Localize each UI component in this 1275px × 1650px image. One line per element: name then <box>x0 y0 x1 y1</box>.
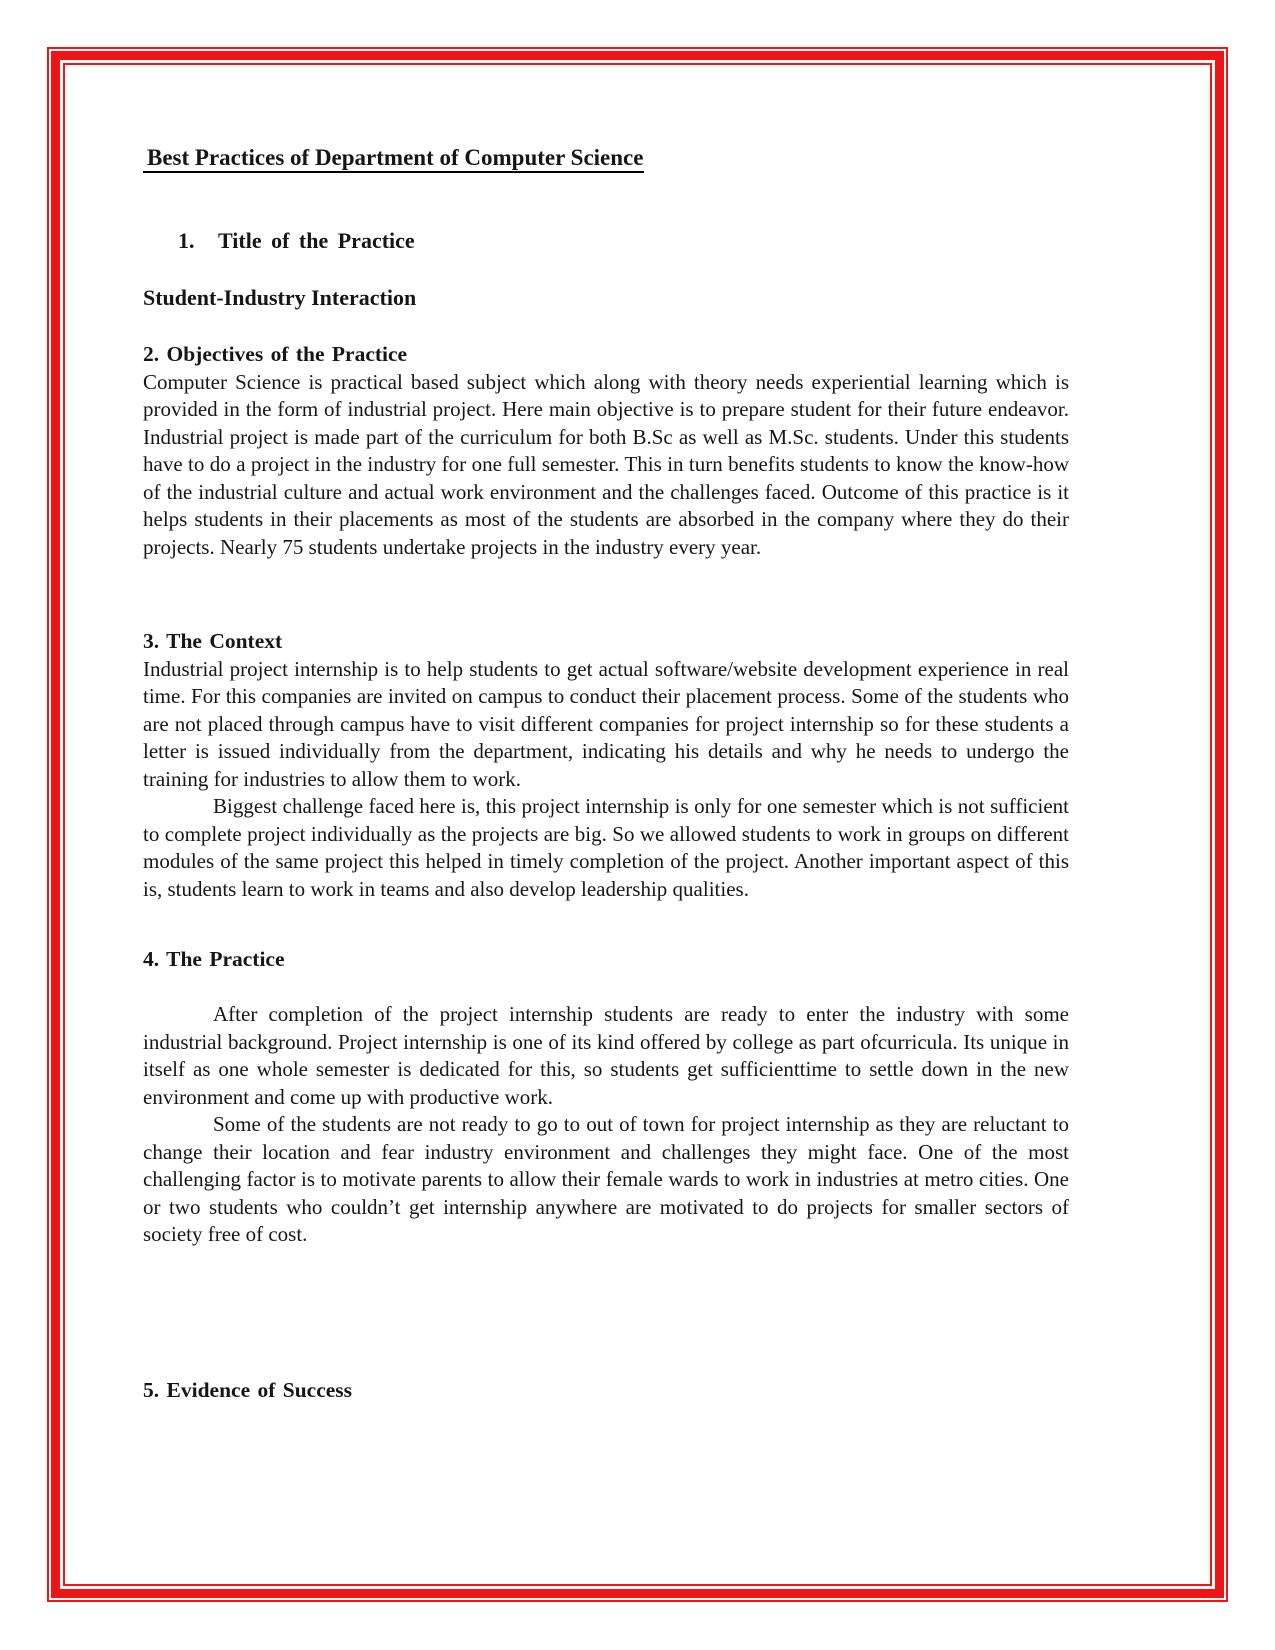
list-number: 1. <box>178 228 195 253</box>
document-title-text: Best Practices of Department of Computer Science <box>143 145 644 173</box>
section-evidence-heading: 5. Evidence of Success <box>143 1377 353 1402</box>
practice-title-heading <box>143 227 1069 255</box>
list-label: Title of the Practice <box>218 228 415 253</box>
section-practice-paragraph-2: Some of the students are not ready to go to out of town for project internship as they are reluctant to change their location and fear industry environment and challenges they might face. One of the most challenging factor is to motivate parents to allow their female wards to work in industries at metro cities. One or two students who couldn’t get internship anywhere are motivated to do projects for smaller sectors of society free of cost. <box>143 1112 1069 1246</box>
section-practice-heading: 4. The Practice <box>143 947 285 971</box>
section-objectives-heading: 2. Objectives of the Practice <box>143 342 408 366</box>
section-context-heading: 3. The Context <box>143 629 283 653</box>
section-objectives <box>143 341 1069 561</box>
section-practice <box>143 946 1069 1249</box>
document-content <box>143 0 1069 1404</box>
practice-name: Student-Industry Interaction <box>143 284 417 310</box>
section-context-paragraph-2: Biggest challenge faced here is, this project internship is only for one semester which is not sufficient to complete project individually as the projects are big. So we allowed students to work in groups on different modules of the same project this helped in timely completion of the project. Another important aspect of this is, students learn to work in teams and also develop leadership qualities. <box>143 794 1069 901</box>
section-practice-paragraph-1: After completion of the project internship students are ready to enter the industry with some industrial background. Project internship is one of its kind offered by college as part ofcurricula. Its unique in itself as one whole semester is dedicated for this, so students get sufficienttime to settle down in the new environment and come up with productive work. <box>143 1002 1069 1109</box>
document-title <box>143 145 1069 171</box>
section-objectives-paragraph: Computer Science is practical based subject which along with theory needs experiential learning which is provided in the form of industrial project. Here main objective is to prepare student for their future endeavor. Industrial project is made part of the curriculum for both B.Sc as well as M.Sc. students. Under this students have to do a project in the industry for one full semester. This in turn benefits students to know the know-how of the industrial culture and actual work environment and the challenges faced. Outcome of this practice is it helps students in their placements as most of the students are absorbed in the company where they do their projects. Nearly 75 students undertake projects in the industry every year. <box>143 369 1069 559</box>
section-context <box>143 628 1069 903</box>
section-evidence <box>143 1377 1069 1405</box>
section-context-paragraph-1: Industrial project internship is to help students to get actual software/website development experience in real time. For this companies are invited on campus to conduct their placement process. Some of the students who are not placed through campus have to visit different companies for project internship so for these students a letter is issued individually from the department, indicating his details and why he needs to undergo the training for industries to allow them to work. <box>143 656 1069 791</box>
